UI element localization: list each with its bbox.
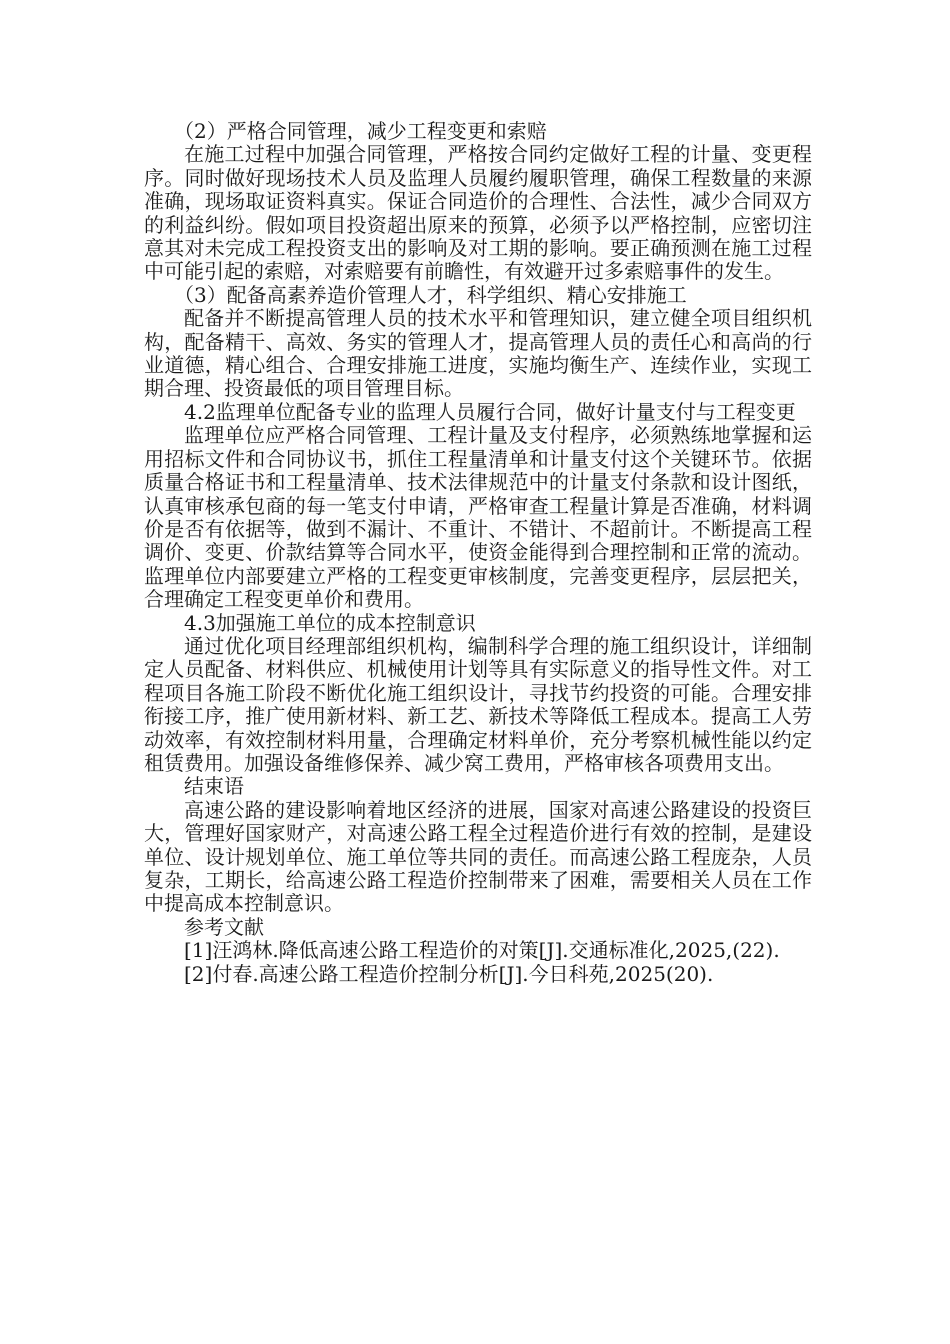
paragraph-contract-management: 在施工过程中加强合同管理，严格按合同约定做好工程的计量、变更程序。同时做好现场技术人员及监理人员履约履职管理，确保工程数量的来源准确，现场取证资料真实。保证合同造价的合理性、合法性，减少合同双方的利益纠纷。假如项目投资超出原来的预算，必须予以严格控制，应密切注意其对未完成工程投资支出的影响及对工期的影响。要正确预测在施工过程中可能引起的索赔，对索赔要有前瞻性，有效避开过多索赔事件的发生。 (144, 142, 812, 284)
paragraph-conclusion: 高速公路的建设影响着地区经济的进展，国家对高速公路建设的投资巨大，管理好国家财产，对高速公路工程全过程造价进行有效的控制，是建设单位、设计规划单位、施工单位等共同的责任。而高速公路工程庞杂，人员复杂，工期长，给高速公路工程造价控制带来了困难，需要相关人员在工作中提高成本控制意识。 (144, 797, 812, 916)
paragraph-4-3: 通过优化项目经理部组织机构，编制科学合理的施工组织设计，详细制定人员配备、材料供应、机械使用计划等具有实际意义的指导性文件。对工程项目各施工阶段不断优化施工组织设计，寻找节约投资的可能。合理安排衔接工序，推广使用新材料、新工艺、新技术等降低工程成本。提高工人劳动效率，有效控制材料用量，合理确定材料单价，充分考察机械性能以约定租赁费用。加强设备维修保养、减少窝工费用，严格审核各项费用支出。 (144, 633, 812, 775)
section-heading-references: 参考文献 (184, 914, 264, 939)
document-page (144, 120, 812, 986)
reference-item-1: [1]汪鸿林.降低高速公路工程造价的对策[J].交通标准化,2025,(22). (184, 938, 780, 963)
paragraph-4-2: 监理单位应严格合同管理、工程计量及支付程序，必须熟练地掌握和运用招标文件和合同协议书，抓住工程量清单和计量支付这个关键环节。依据质量合格证书和工程量清单、技术法律规范中的计量支付条款和设计图纸，认真审核承包商的每一笔支付申请，严格审查工程量计算是否准确，材料调价是否有依据等，做到不漏计、不重计、不错计、不超前计。不断提高工程调价、变更、价款结算等合同水平，使资金能得到合理控制和正常的流动。监理单位内部要建立严格的工程变更审核制度，完善变更程序，层层把关，合理确定工程变更单价和费用。 (144, 423, 812, 612)
reference-item-2: [2]付春.高速公路工程造价控制分析[J].今日科苑,2025(20). (184, 961, 714, 986)
section-heading-4-2: 4.2监理单位配备专业的监理人员履行合同，做好计量支付与工程变更 (184, 399, 796, 424)
section-heading-conclusion: 结束语 (184, 774, 244, 799)
paragraph-cost-talent: 配备并不断提高管理人员的技术水平和管理知识，建立健全项目组织机构，配备精干、高效、务实的管理人才，提高管理人员的责任心和高尚的行业道德，精心组合、合理安排施工进度，实施均衡生产、连续作业，实现工期合理、投资最低的项目管理目标。 (144, 306, 812, 401)
section-heading-contract-management: （2）严格合同管理，减少工程变更和索赔 (174, 119, 547, 143)
section-heading-4-3: 4.3加强施工单位的成本控制意识 (184, 610, 476, 635)
section-heading-cost-talent: （3）配备高素养造价管理人才，科学组织、精心安排施工 (174, 282, 687, 307)
